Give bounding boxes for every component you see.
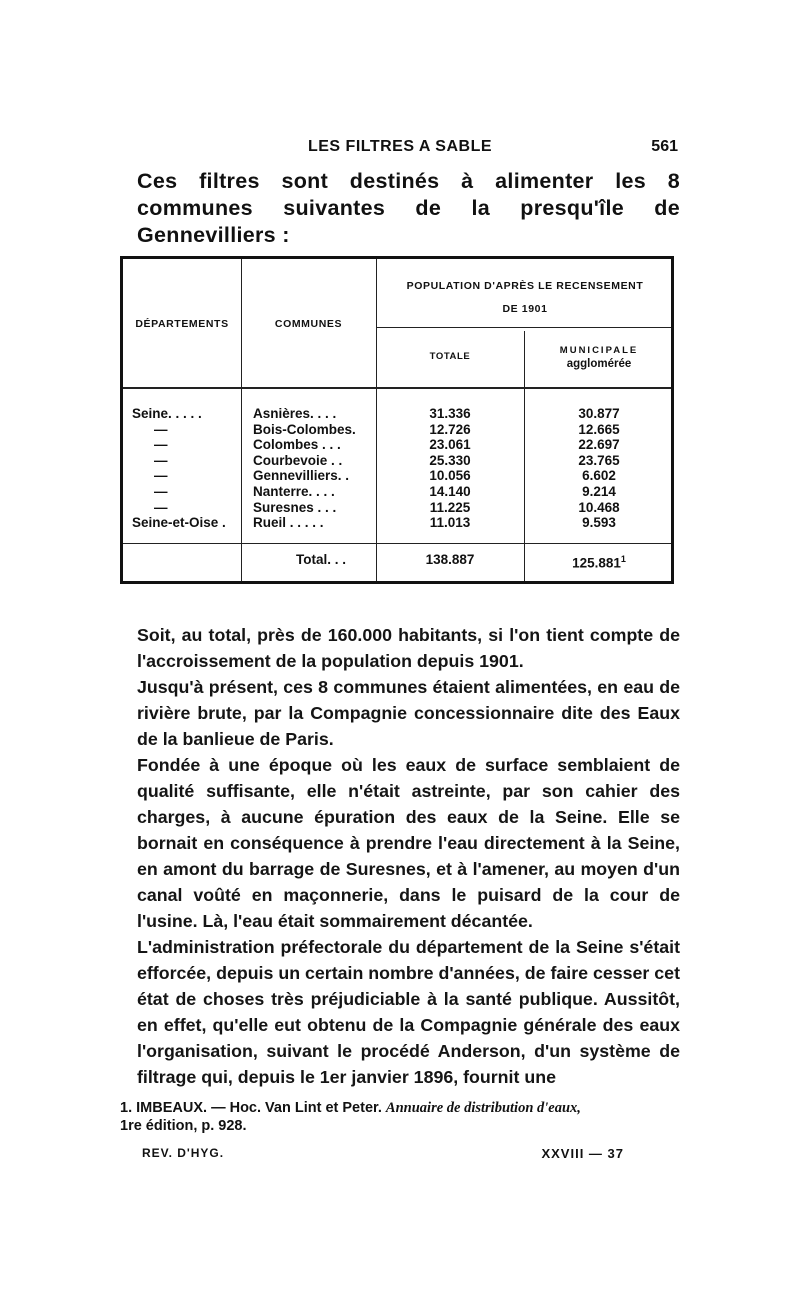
column-municipale — [524, 406, 674, 531]
cell-commune: Bois-Colombes. — [253, 421, 356, 437]
header-municipale: MUNICIPALE — [559, 345, 639, 356]
cell-municipale: 9.214 — [582, 483, 616, 499]
footer-journal: REV. D'HYG. — [142, 1146, 225, 1160]
cell-departement: — — [154, 499, 168, 515]
cell-municipale: 12.665 — [578, 421, 620, 437]
paragraph: Soit, au total, près de 160.000 habitants, si l'on tient compte de l'accroissement de la population depuis 1901. — [137, 625, 680, 671]
paragraph: L'administration préfectorale du département de la Seine s'était efforcée, depuis un certain nombre d'années, de faire cesser cet état de choses très préjudiciable à la santé publique. Aussitôt, en effet, qu'elle eut obtenu de la Compagnie générale des eaux l'organisation, suivant le procédé Anderson, d'un système de filtrage qui, depuis le 1er janvier 1896, fournit une — [137, 937, 680, 1087]
cell-departement: Seine-et-Oise . — [132, 515, 226, 531]
total-totale: 138.887 — [425, 552, 475, 567]
running-header-title: LES FILTRES A SABLE — [307, 138, 493, 155]
cell-totale: 11.013 — [429, 515, 471, 531]
header-departements: DÉPARTEMENTS — [135, 318, 229, 330]
cell-departement: — — [154, 468, 168, 484]
header-totale: TOTALE — [429, 351, 471, 362]
footnote-number: 1. — [120, 1100, 133, 1116]
footnote-edition: 1re édition, p. 928. — [120, 1118, 247, 1134]
cell-municipale: 6.602 — [582, 468, 616, 484]
footnote-text: — Hoc. Van Lint et Peter. — [211, 1100, 382, 1116]
cell-municipale: 22.697 — [578, 437, 620, 453]
column-communes — [253, 406, 378, 531]
cell-departement: Seine. . . . . — [132, 406, 202, 421]
table-rule-horizontal — [123, 387, 671, 389]
cell-totale: 25.330 — [429, 452, 471, 468]
cell-departement: — — [154, 483, 168, 499]
table-rule-horizontal — [376, 327, 671, 328]
cell-commune: Gennevilliers. . — [253, 468, 350, 484]
cell-departement: — — [154, 437, 168, 453]
cell-commune: Nanterre. . . . — [253, 483, 335, 499]
cell-municipale: 10.468 — [578, 499, 620, 515]
body-text — [137, 622, 680, 1090]
header-municipale-sub: agglomérée — [566, 358, 632, 370]
header-population-year: DE 1901 — [502, 303, 548, 315]
cell-totale: 31.336 — [429, 406, 471, 421]
header-communes: COMMUNES — [274, 318, 343, 330]
footnote-title: Annuaire de distribution d'eaux, — [385, 1100, 581, 1116]
footer-volume: XXVIII — 37 — [541, 1146, 624, 1161]
cell-commune: Courbevoie . . — [253, 452, 343, 468]
paragraph: Fondée à une époque où les eaux de surface semblaient de qualité suffisante, elle n'était astreinte, par son cahier des charges, à aucune épuration des eaux de la Seine. Elle se bornait en conséquence à prendre l'eau directement à la Seine, en amont du barrage de Suresnes, et à l'amener, au moyen d'un canal voûté en maçonnerie, dans le puisard de la cour de l'usine. Là, l'eau était sommairement décantée. — [137, 755, 680, 931]
column-totale — [376, 406, 524, 531]
paragraph: Jusqu'à présent, ces 8 communes étaient alimentées, en eau de rivière brute, par la Compagnie concessionnaire dite des Eaux de la banlieue de Paris. — [137, 677, 680, 749]
cell-totale: 23.061 — [429, 437, 471, 453]
cell-municipale: 9.593 — [582, 515, 616, 531]
cell-commune: Colombes . . . — [253, 437, 341, 453]
total-municipale: 125.881 — [572, 555, 621, 571]
table-rule-vertical — [241, 259, 242, 581]
page-number: 561 — [651, 138, 678, 155]
cell-commune: Suresnes . . . — [253, 499, 337, 515]
cell-commune: Asnières. . . . — [253, 406, 337, 421]
total-municipale-cell — [524, 552, 674, 571]
total-footnote-ref: 1 — [620, 554, 626, 564]
cell-totale: 14.140 — [429, 483, 471, 499]
cell-totale: 11.225 — [429, 499, 471, 515]
header-population: POPULATION D'APRÈS LE RECENSEMENT — [406, 280, 644, 292]
table-rule-horizontal — [123, 543, 671, 544]
cell-municipale: 23.765 — [578, 452, 620, 468]
intro-paragraph: Ces filtres sont destinés à alimenter les 8 communes suivantes de la presqu'île de Gennevilliers : — [137, 169, 680, 247]
total-label: Total. . . — [296, 552, 346, 567]
column-departements — [132, 406, 240, 531]
cell-departement: — — [154, 421, 168, 437]
footnote — [120, 1099, 685, 1135]
footnote-author: IMBEAUX. — [136, 1100, 208, 1116]
cell-totale: 12.726 — [429, 421, 471, 437]
population-table — [120, 256, 674, 584]
cell-departement: — — [154, 452, 168, 468]
cell-commune: Rueil . . . . . — [253, 515, 324, 531]
cell-totale: 10.056 — [429, 468, 471, 484]
cell-municipale: 30.877 — [578, 406, 620, 421]
